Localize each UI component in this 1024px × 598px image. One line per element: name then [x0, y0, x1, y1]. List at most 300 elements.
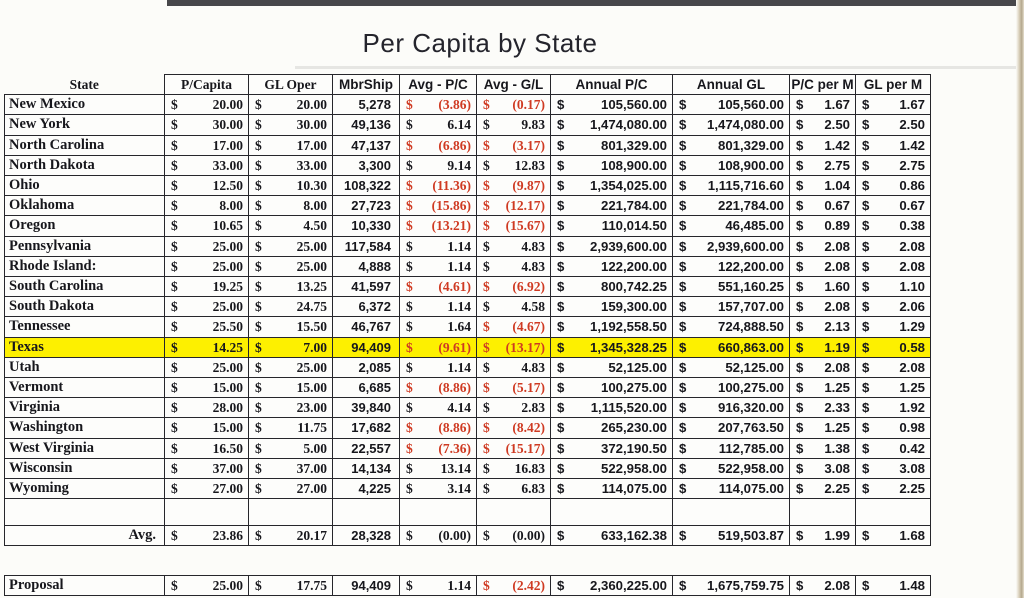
- currency-symbol: $: [679, 238, 687, 254]
- cell-gl_oper: [249, 418, 333, 438]
- currency-symbol: $: [483, 420, 490, 436]
- currency-symbol: $: [171, 339, 178, 355]
- cell-value: 2.25: [824, 481, 850, 497]
- cell-annual_gl: [673, 479, 790, 499]
- cell-p_capita: [165, 297, 249, 317]
- cell-mbrship: 14,134: [333, 458, 400, 478]
- currency-symbol: $: [171, 380, 178, 396]
- currency-symbol: $: [862, 339, 870, 355]
- cell-avg_gl: [477, 357, 551, 377]
- currency-symbol: $: [406, 440, 413, 456]
- currency-symbol: $: [679, 380, 687, 396]
- table-row: [5, 256, 931, 276]
- cell-value: 12.83: [514, 157, 545, 173]
- cell-avg_pc: [400, 135, 477, 155]
- currency-symbol: $: [255, 420, 262, 436]
- cell-avg_gl: [477, 526, 551, 546]
- currency-symbol: $: [557, 198, 565, 214]
- currency-symbol: $: [483, 359, 490, 375]
- currency-symbol: $: [255, 198, 262, 214]
- state-cell: Washington: [5, 418, 165, 438]
- empty-cell: [249, 499, 333, 526]
- cell-value: 1.25: [899, 380, 925, 396]
- cell-avg_gl: [477, 398, 551, 418]
- cell-gl_oper: [249, 337, 333, 357]
- cell-value: 1.99: [824, 528, 850, 544]
- cell-avg_gl: [477, 256, 551, 276]
- currency-symbol: $: [862, 218, 870, 234]
- cell-mbrship: 27,723: [333, 196, 400, 216]
- header-mbrship: MbrShip: [333, 75, 400, 95]
- cell-value: 15.00: [212, 420, 243, 436]
- currency-symbol: $: [171, 299, 178, 315]
- cell-value: 9.83: [521, 117, 545, 133]
- currency-symbol: $: [406, 97, 413, 113]
- cell-p_capita: [165, 135, 249, 155]
- cell-value: 2,360,225.00: [589, 578, 667, 593]
- currency-symbol: $: [406, 578, 413, 593]
- currency-symbol: $: [171, 117, 178, 133]
- table-row: [5, 216, 931, 236]
- state-cell: Rhode Island:: [5, 256, 165, 276]
- cell-value: (3.17): [512, 137, 545, 153]
- cell-avg_gl: [477, 95, 551, 115]
- currency-symbol: $: [679, 440, 687, 456]
- cell-avg_gl: [477, 297, 551, 317]
- currency-symbol: $: [483, 400, 490, 416]
- cell-value: 2.08: [824, 578, 850, 593]
- cell-avg_gl: [477, 438, 551, 458]
- cell-value: 2.33: [824, 400, 850, 416]
- cell-pc_per_m: [790, 337, 856, 357]
- empty-cell: [333, 499, 400, 526]
- state-cell: New York: [5, 115, 165, 135]
- currency-symbol: $: [557, 359, 565, 375]
- currency-symbol: $: [679, 299, 687, 315]
- currency-symbol: $: [679, 97, 687, 113]
- currency-symbol: $: [796, 97, 804, 113]
- cell-value: 105,560.00: [717, 97, 784, 113]
- cell-annual_gl: [673, 458, 790, 478]
- cell-p_capita: [165, 458, 249, 478]
- cell-gl_oper: [249, 438, 333, 458]
- cell-annual_gl: [673, 357, 790, 377]
- cell-value: 801,329.00: [717, 137, 784, 153]
- cell-annual_pc: [551, 236, 673, 256]
- cell-value: 2.08: [824, 359, 850, 375]
- table-row: [5, 135, 931, 155]
- cell-avg_pc: [400, 216, 477, 236]
- cell-value: 0.42: [899, 440, 925, 456]
- currency-symbol: $: [483, 258, 490, 274]
- cell-gl_per_m: [856, 418, 931, 438]
- currency-symbol: $: [483, 117, 490, 133]
- cell-gl_per_m: [856, 337, 931, 357]
- cell-value: 372,190.50: [600, 440, 667, 456]
- state-cell: Texas: [5, 337, 165, 357]
- cell-gl_per_m: [856, 196, 931, 216]
- currency-symbol: $: [796, 460, 804, 476]
- currency-symbol: $: [255, 137, 262, 153]
- cell-gl_per_m: [856, 297, 931, 317]
- currency-symbol: $: [483, 279, 490, 295]
- currency-symbol: $: [557, 400, 565, 416]
- cell-gl_per_m: [856, 176, 931, 196]
- currency-symbol: $: [171, 178, 178, 194]
- state-cell: North Dakota: [5, 155, 165, 175]
- currency-symbol: $: [557, 97, 565, 113]
- cell-pc_per_m: [790, 438, 856, 458]
- cell-value: 16.83: [514, 460, 545, 476]
- currency-symbol: $: [557, 339, 565, 355]
- cell-gl_oper: [249, 176, 333, 196]
- cell-value: 3.08: [899, 460, 925, 476]
- page-title: Per Capita by State: [362, 28, 598, 58]
- currency-symbol: $: [483, 198, 490, 214]
- cell-mbrship: 17,682: [333, 418, 400, 438]
- cell-value: 2.06: [899, 299, 925, 315]
- cell-mbrship: 4,225: [333, 479, 400, 499]
- cell-value: (5.17): [512, 380, 545, 396]
- currency-symbol: $: [679, 400, 687, 416]
- cell-avg_gl: [477, 236, 551, 256]
- currency-symbol: $: [255, 258, 262, 274]
- cell-mbrship: 3,300: [333, 155, 400, 175]
- cell-value: 15.00: [212, 380, 243, 396]
- cell-mbrship: 22,557: [333, 438, 400, 458]
- currency-symbol: $: [255, 528, 262, 544]
- currency-symbol: $: [483, 528, 490, 544]
- currency-symbol: $: [796, 279, 804, 295]
- cell-gl_oper: [249, 236, 333, 256]
- cell-p_capita: [165, 418, 249, 438]
- cell-value: 100,275.00: [600, 380, 667, 396]
- cell-mbrship: 5,278: [333, 95, 400, 115]
- cell-value: (8.42): [512, 420, 545, 436]
- cell-p_capita: [165, 115, 249, 135]
- cell-gl_oper: [249, 526, 333, 546]
- cell-annual_pc: [551, 576, 673, 596]
- currency-symbol: $: [557, 380, 565, 396]
- cell-value: 2.75: [824, 157, 850, 173]
- table-row: [5, 155, 931, 175]
- currency-symbol: $: [862, 258, 870, 274]
- cell-value: 1.14: [447, 258, 471, 274]
- currency-symbol: $: [796, 380, 804, 396]
- cell-value: 2.50: [824, 117, 850, 133]
- cell-value: 30.00: [296, 117, 327, 133]
- state-cell: Oklahoma: [5, 196, 165, 216]
- currency-symbol: $: [483, 319, 490, 335]
- cell-gl_oper: [249, 95, 333, 115]
- cell-value: 2.50: [899, 117, 925, 133]
- cell-value: 15.00: [296, 380, 327, 396]
- cell-value: 19.25: [212, 279, 243, 295]
- cell-avg_pc: [400, 357, 477, 377]
- cell-pc_per_m: [790, 196, 856, 216]
- currency-symbol: $: [796, 440, 804, 456]
- currency-symbol: $: [796, 339, 804, 355]
- cell-value: 1.67: [899, 97, 925, 113]
- cell-value: 660,863.00: [717, 339, 784, 355]
- cell-p_capita: [165, 317, 249, 337]
- cell-value: 25.00: [212, 578, 243, 593]
- cell-value: 4.58: [521, 299, 545, 315]
- cell-annual_pc: [551, 378, 673, 398]
- currency-symbol: $: [796, 578, 804, 593]
- table-row: [5, 95, 931, 115]
- cell-value: 108,900.00: [600, 157, 667, 173]
- cell-value: 1.60: [824, 279, 850, 295]
- cell-avg_pc: [400, 115, 477, 135]
- cell-value: 2,939,600.00: [706, 238, 784, 254]
- cell-value: 4.50: [303, 218, 327, 234]
- cell-value: 112,785.00: [718, 440, 784, 456]
- cell-value: 1.29: [899, 319, 925, 335]
- cell-p_capita: [165, 176, 249, 196]
- currency-symbol: $: [862, 319, 870, 335]
- cell-p_capita: [165, 576, 249, 596]
- cell-gl_per_m: [856, 398, 931, 418]
- cell-value: 1,115,716.60: [707, 178, 784, 194]
- currency-symbol: $: [483, 97, 490, 113]
- cell-value: 23.86: [212, 528, 243, 544]
- cell-value: 37.00: [296, 460, 327, 476]
- currency-symbol: $: [171, 218, 178, 234]
- cell-avg_gl: [477, 458, 551, 478]
- cell-p_capita: [165, 196, 249, 216]
- cell-value: 25.00: [212, 359, 243, 375]
- cell-value: 37.00: [212, 460, 243, 476]
- cell-value: 0.58: [899, 339, 925, 355]
- cell-gl_oper: [249, 155, 333, 175]
- currency-symbol: $: [862, 460, 870, 476]
- cell-avg_pc: [400, 277, 477, 297]
- cell-p_capita: [165, 337, 249, 357]
- currency-symbol: $: [483, 460, 490, 476]
- cell-value: 2.75: [899, 157, 925, 173]
- cell-value: 6.14: [447, 117, 471, 133]
- currency-symbol: $: [406, 319, 413, 335]
- currency-symbol: $: [796, 400, 804, 416]
- currency-symbol: $: [171, 528, 178, 544]
- table-row: [5, 337, 931, 357]
- currency-symbol: $: [796, 218, 804, 234]
- cell-pc_per_m: [790, 418, 856, 438]
- currency-symbol: $: [557, 578, 565, 593]
- cell-pc_per_m: [790, 357, 856, 377]
- cell-avg_pc: [400, 458, 477, 478]
- currency-symbol: $: [255, 481, 262, 497]
- cell-value: 1,474,080.00: [589, 117, 667, 133]
- cell-avg_gl: [477, 337, 551, 357]
- currency-symbol: $: [796, 481, 804, 497]
- state-cell: Vermont: [5, 378, 165, 398]
- cell-value: 4.83: [521, 238, 545, 254]
- cell-mbrship: 6,685: [333, 378, 400, 398]
- cell-value: 2.08: [899, 238, 925, 254]
- cell-annual_gl: [673, 378, 790, 398]
- currency-symbol: $: [255, 157, 262, 173]
- empty-cell: [551, 499, 673, 526]
- cell-value: (13.17): [505, 339, 545, 355]
- cell-mbrship: 49,136: [333, 115, 400, 135]
- cell-value: 9.14: [447, 157, 471, 173]
- currency-symbol: $: [171, 137, 178, 153]
- currency-symbol: $: [406, 460, 413, 476]
- proposal-table: [4, 575, 931, 596]
- cell-mbrship: 2,085: [333, 357, 400, 377]
- header-gl_oper: GL Oper: [249, 75, 333, 95]
- cell-pc_per_m: [790, 378, 856, 398]
- currency-symbol: $: [796, 137, 804, 153]
- cell-value: (0.00): [438, 528, 471, 544]
- currency-symbol: $: [406, 299, 413, 315]
- cell-value: 7.00: [303, 339, 327, 355]
- cell-annual_pc: [551, 526, 673, 546]
- currency-symbol: $: [171, 97, 178, 113]
- cell-value: 551,160.25: [717, 279, 784, 295]
- state-cell: Ohio: [5, 176, 165, 196]
- currency-symbol: $: [483, 299, 490, 315]
- cell-value: 207,763.50: [717, 420, 784, 436]
- currency-symbol: $: [862, 117, 870, 133]
- table-header-row: [5, 75, 931, 95]
- currency-symbol: $: [171, 460, 178, 476]
- cell-gl_per_m: [856, 317, 931, 337]
- cell-avg_pc: [400, 297, 477, 317]
- cell-value: 2.08: [824, 238, 850, 254]
- cell-annual_gl: [673, 337, 790, 357]
- cell-gl_per_m: [856, 526, 931, 546]
- cell-value: (12.17): [505, 198, 545, 214]
- cell-value: 8.00: [219, 198, 243, 214]
- cell-value: 1.14: [447, 299, 471, 315]
- cell-value: 20.17: [296, 528, 327, 544]
- currency-symbol: $: [796, 528, 804, 544]
- cell-value: 100,275.00: [717, 380, 784, 396]
- cell-p_capita: [165, 357, 249, 377]
- cell-gl_oper: [249, 277, 333, 297]
- currency-symbol: $: [406, 117, 413, 133]
- currency-symbol: $: [255, 578, 262, 593]
- empty-cell: [165, 499, 249, 526]
- cell-gl_per_m: [856, 216, 931, 236]
- cell-annual_gl: [673, 155, 790, 175]
- currency-symbol: $: [483, 440, 490, 456]
- currency-symbol: $: [557, 299, 565, 315]
- cell-pc_per_m: [790, 398, 856, 418]
- cell-value: (7.36): [438, 440, 471, 456]
- cell-value: 114,075.00: [718, 481, 784, 497]
- currency-symbol: $: [679, 137, 687, 153]
- cell-avg_pc: [400, 479, 477, 499]
- table-row: [5, 357, 931, 377]
- currency-symbol: $: [862, 279, 870, 295]
- currency-symbol: $: [796, 299, 804, 315]
- cell-annual_pc: [551, 277, 673, 297]
- cell-mbrship: 6,372: [333, 297, 400, 317]
- cell-value: (2.42): [512, 578, 545, 593]
- cell-value: 1,115,520.00: [590, 400, 667, 416]
- cell-annual_pc: [551, 418, 673, 438]
- cell-value: 2.08: [824, 299, 850, 315]
- cell-annual_pc: [551, 196, 673, 216]
- cell-gl_oper: [249, 317, 333, 337]
- scan-edge-right: [1016, 0, 1024, 598]
- cell-gl_oper: [249, 458, 333, 478]
- cell-pc_per_m: [790, 297, 856, 317]
- cell-gl_per_m: [856, 277, 931, 297]
- cell-value: 800,742.25: [600, 279, 667, 295]
- currency-symbol: $: [796, 420, 804, 436]
- cell-mbrship: 46,767: [333, 317, 400, 337]
- currency-symbol: $: [483, 157, 490, 173]
- cell-annual_pc: [551, 297, 673, 317]
- currency-symbol: $: [679, 198, 687, 214]
- cell-value: 4.83: [521, 258, 545, 274]
- cell-value: 25.00: [296, 238, 327, 254]
- cell-value: (9.87): [512, 178, 545, 194]
- cell-value: 52,125.00: [608, 359, 667, 375]
- cell-value: 1.14: [447, 578, 471, 593]
- cell-avg_gl: [477, 317, 551, 337]
- cell-mbrship: 41,597: [333, 277, 400, 297]
- currency-symbol: $: [483, 218, 490, 234]
- table-row: [5, 479, 931, 499]
- header-avg_pc: Avg - P/C: [400, 75, 477, 95]
- currency-symbol: $: [255, 178, 262, 194]
- cell-value: 25.50: [212, 319, 243, 335]
- cell-value: 0.67: [899, 198, 925, 214]
- currency-symbol: $: [679, 178, 687, 194]
- cell-pc_per_m: [790, 176, 856, 196]
- currency-symbol: $: [557, 238, 565, 254]
- cell-avg_pc: [400, 236, 477, 256]
- cell-p_capita: [165, 479, 249, 499]
- cell-value: 522,958.00: [717, 460, 784, 476]
- cell-value: 0.98: [899, 420, 925, 436]
- currency-symbol: $: [406, 380, 413, 396]
- cell-value: 221,784.00: [600, 198, 667, 214]
- cell-avg_pc: [400, 398, 477, 418]
- cell-avg_gl: [477, 196, 551, 216]
- cell-mbrship: 39,840: [333, 398, 400, 418]
- cell-value: 2.25: [899, 481, 925, 497]
- cell-avg_gl: [477, 277, 551, 297]
- cell-value: 11.75: [297, 420, 327, 436]
- cell-value: 1,345,328.25: [589, 339, 667, 355]
- currency-symbol: $: [406, 279, 413, 295]
- cell-pc_per_m: [790, 236, 856, 256]
- cell-value: (15.67): [505, 218, 545, 234]
- currency-symbol: $: [171, 238, 178, 254]
- cell-value: 28.00: [212, 400, 243, 416]
- cell-value: 4.83: [521, 359, 545, 375]
- currency-symbol: $: [679, 578, 687, 593]
- cell-value: (9.61): [438, 339, 471, 355]
- cell-value: 5.00: [303, 440, 327, 456]
- table-row: [5, 317, 931, 337]
- currency-symbol: $: [862, 420, 870, 436]
- currency-symbol: $: [171, 359, 178, 375]
- cell-gl_per_m: [856, 576, 931, 596]
- currency-symbol: $: [796, 157, 804, 173]
- currency-symbol: $: [679, 218, 687, 234]
- currency-symbol: $: [557, 319, 565, 335]
- cell-annual_gl: [673, 277, 790, 297]
- cell-mbrship: 94,409: [333, 337, 400, 357]
